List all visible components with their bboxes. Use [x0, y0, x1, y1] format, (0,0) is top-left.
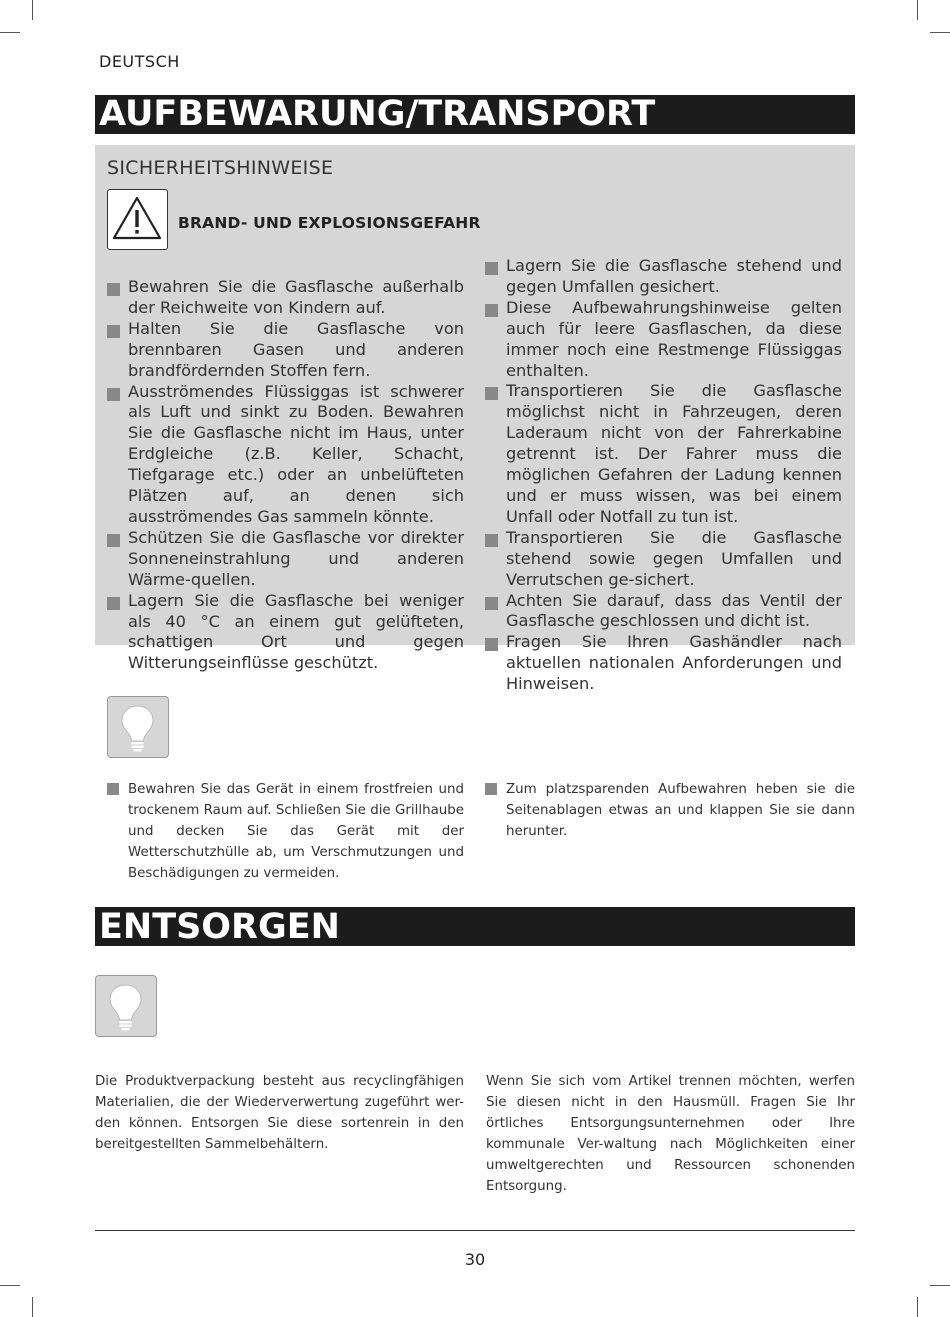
section-title-storage: [95, 95, 855, 134]
disposal-text-right: Wenn Sie sich vom Artikel trennen möchten, werfen Sie diesen nicht in den Hausmüll. Fragen Sie Ihr örtliches Entsorgungsunternehmen oder Ihre kommunale Ver-waltung nach Möglichkeiten einer umweltgerechten und Ressourcen schonenden Entsorgung.: [486, 1074, 855, 1194]
list-item: [485, 591, 842, 633]
list-item: [107, 319, 464, 382]
list-item-text: Achten Sie darauf, dass das Ventil der Gasflasche geschlossen und dicht ist.: [506, 590, 842, 631]
bullet-square-icon: [107, 388, 120, 401]
list-item-text: Fragen Sie Ihren Gashändler nach aktuellen nationalen Anforderungen und Hinweisen.: [506, 632, 842, 694]
lightbulb-icon: [107, 696, 169, 758]
section-title-storage-text: AUFBEWARUNG/TRANSPORT: [99, 94, 656, 134]
language-label: DEUTSCH: [99, 52, 180, 71]
list-item: [107, 528, 464, 591]
list-item-text: Lagern Sie die Gasflasche stehend und gegen Umfallen gesichert.: [506, 256, 842, 296]
bullet-square-icon: [485, 597, 498, 610]
tip-list-left: [107, 779, 464, 884]
list-item: [485, 381, 842, 527]
footer-rule: [95, 1230, 855, 1231]
list-item-text: Halten Sie die Gasflasche von brennbaren Gasen und anderen brandfördernden Stoffen fern.: [128, 318, 464, 380]
disposal-text-left: Die Produktverpackung besteht aus recyclingfähigen Materialien, die der Wiederverwertung zugeführt wer-den können. Entsorgen Sie diese sortenrein in den bereitgestellten Sammelbehältern.: [95, 1074, 464, 1152]
crop-mark-top-left-h: [0, 32, 20, 33]
list-item: [107, 382, 464, 528]
safety-heading: SICHERHEITSHINWEISE: [107, 157, 334, 179]
list-item-text: Diese Aufbewahrungshinweise gelten auch für leere Gasflaschen, da diese immer noch eine Restmenge Flüssiggas enthalten.: [506, 297, 842, 380]
safety-list-right: [485, 256, 842, 695]
bullet-square-icon: [107, 597, 120, 610]
list-item: [107, 591, 464, 675]
list-item-text: Bewahren Sie das Gerät in einem frostfreien und trockenem Raum auf. Schließen Sie die Grillhaube und decken Sie das Gerät mit der Wetterschutzhülle ab, um Verschmutzungen und Beschädigungen zu vermeiden.: [128, 782, 464, 881]
list-item-text: Transportieren Sie die Gasflasche möglichst nicht in Fahrzeugen, deren Laderaum nicht von der Fahrerkabine getrennt ist. Der Fahrer muss die möglichen Gefahren der Ladung kennen und er muss wissen, was bei einem Unfall oder Notfall zu tun ist.: [506, 381, 842, 526]
crop-mark-top-right-v: [917, 0, 918, 20]
crop-mark-top-right-h: [930, 32, 950, 33]
list-item: [485, 632, 842, 695]
bullet-square-icon: [107, 283, 120, 296]
list-item: [485, 779, 855, 842]
crop-mark-bottom-left-h: [0, 1285, 20, 1286]
bullet-square-icon: [485, 534, 498, 547]
warning-triangle-icon: [107, 189, 168, 250]
bullet-square-icon: [107, 534, 120, 547]
tip-list-right: [485, 779, 855, 842]
list-item-text: Zum platzsparenden Aufbewahren heben sie die Seitenablagen etwas an und klappen Sie sie dann herunter.: [506, 782, 855, 839]
warning-title: BRAND- UND EXPLOSIONSGEFAHR: [178, 214, 481, 232]
crop-mark-bottom-right-v: [917, 1297, 918, 1317]
list-item: [107, 779, 464, 884]
bullet-square-icon: [485, 304, 498, 317]
bullet-square-icon: [485, 387, 498, 400]
safety-list-left: [107, 277, 464, 674]
page-number: 30: [464, 1250, 486, 1269]
list-item: [485, 528, 842, 591]
list-item: [485, 256, 842, 298]
list-item-text: Schützen Sie die Gasflasche vor direkter Sonneneinstrahlung und anderen Wärme-quellen.: [128, 527, 464, 589]
crop-mark-bottom-right-h: [930, 1285, 950, 1286]
bullet-square-icon: [485, 783, 497, 795]
warning-triangle-graphic: [108, 190, 166, 248]
list-item-text: Transportieren Sie die Gasflasche stehend sowie gegen Umfallen und Verrutschen ge-sichert.: [506, 527, 842, 589]
lightbulb-graphic: [108, 697, 167, 756]
list-item: [107, 277, 464, 319]
lightbulb-icon: [95, 975, 157, 1037]
list-item-text: Bewahren Sie die Gasflasche außerhalb der Reichweite von Kindern auf.: [128, 277, 464, 317]
section-title-disposal: [95, 907, 855, 946]
list-item: [485, 298, 842, 382]
bullet-square-icon: [485, 638, 498, 651]
bullet-square-icon: [107, 783, 119, 795]
bullet-square-icon: [485, 262, 498, 275]
list-item-text: Lagern Sie die Gasflasche bei weniger als 40 °C an einem gut gelüfteten, schattigen Ort und gegen Witterungseinflüsse geschützt.: [128, 590, 464, 673]
lightbulb-graphic: [96, 976, 155, 1035]
section-title-disposal-text: ENTSORGEN: [99, 907, 340, 947]
crop-mark-bottom-left-v: [32, 1297, 33, 1317]
crop-mark-top-left-v: [32, 0, 33, 20]
bullet-square-icon: [107, 325, 120, 338]
list-item-text: Ausströmendes Flüssiggas ist schwerer als Luft und sinkt zu Boden. Bewahren Sie die Gasflasche nicht im Haus, unter Erdgleiche (z.B. Keller, Schacht, Tiefgarage etc.) oder an unbelüfteten Plätzen auf, an denen sich ausströmendes Gas sammeln könnte.: [128, 381, 464, 526]
